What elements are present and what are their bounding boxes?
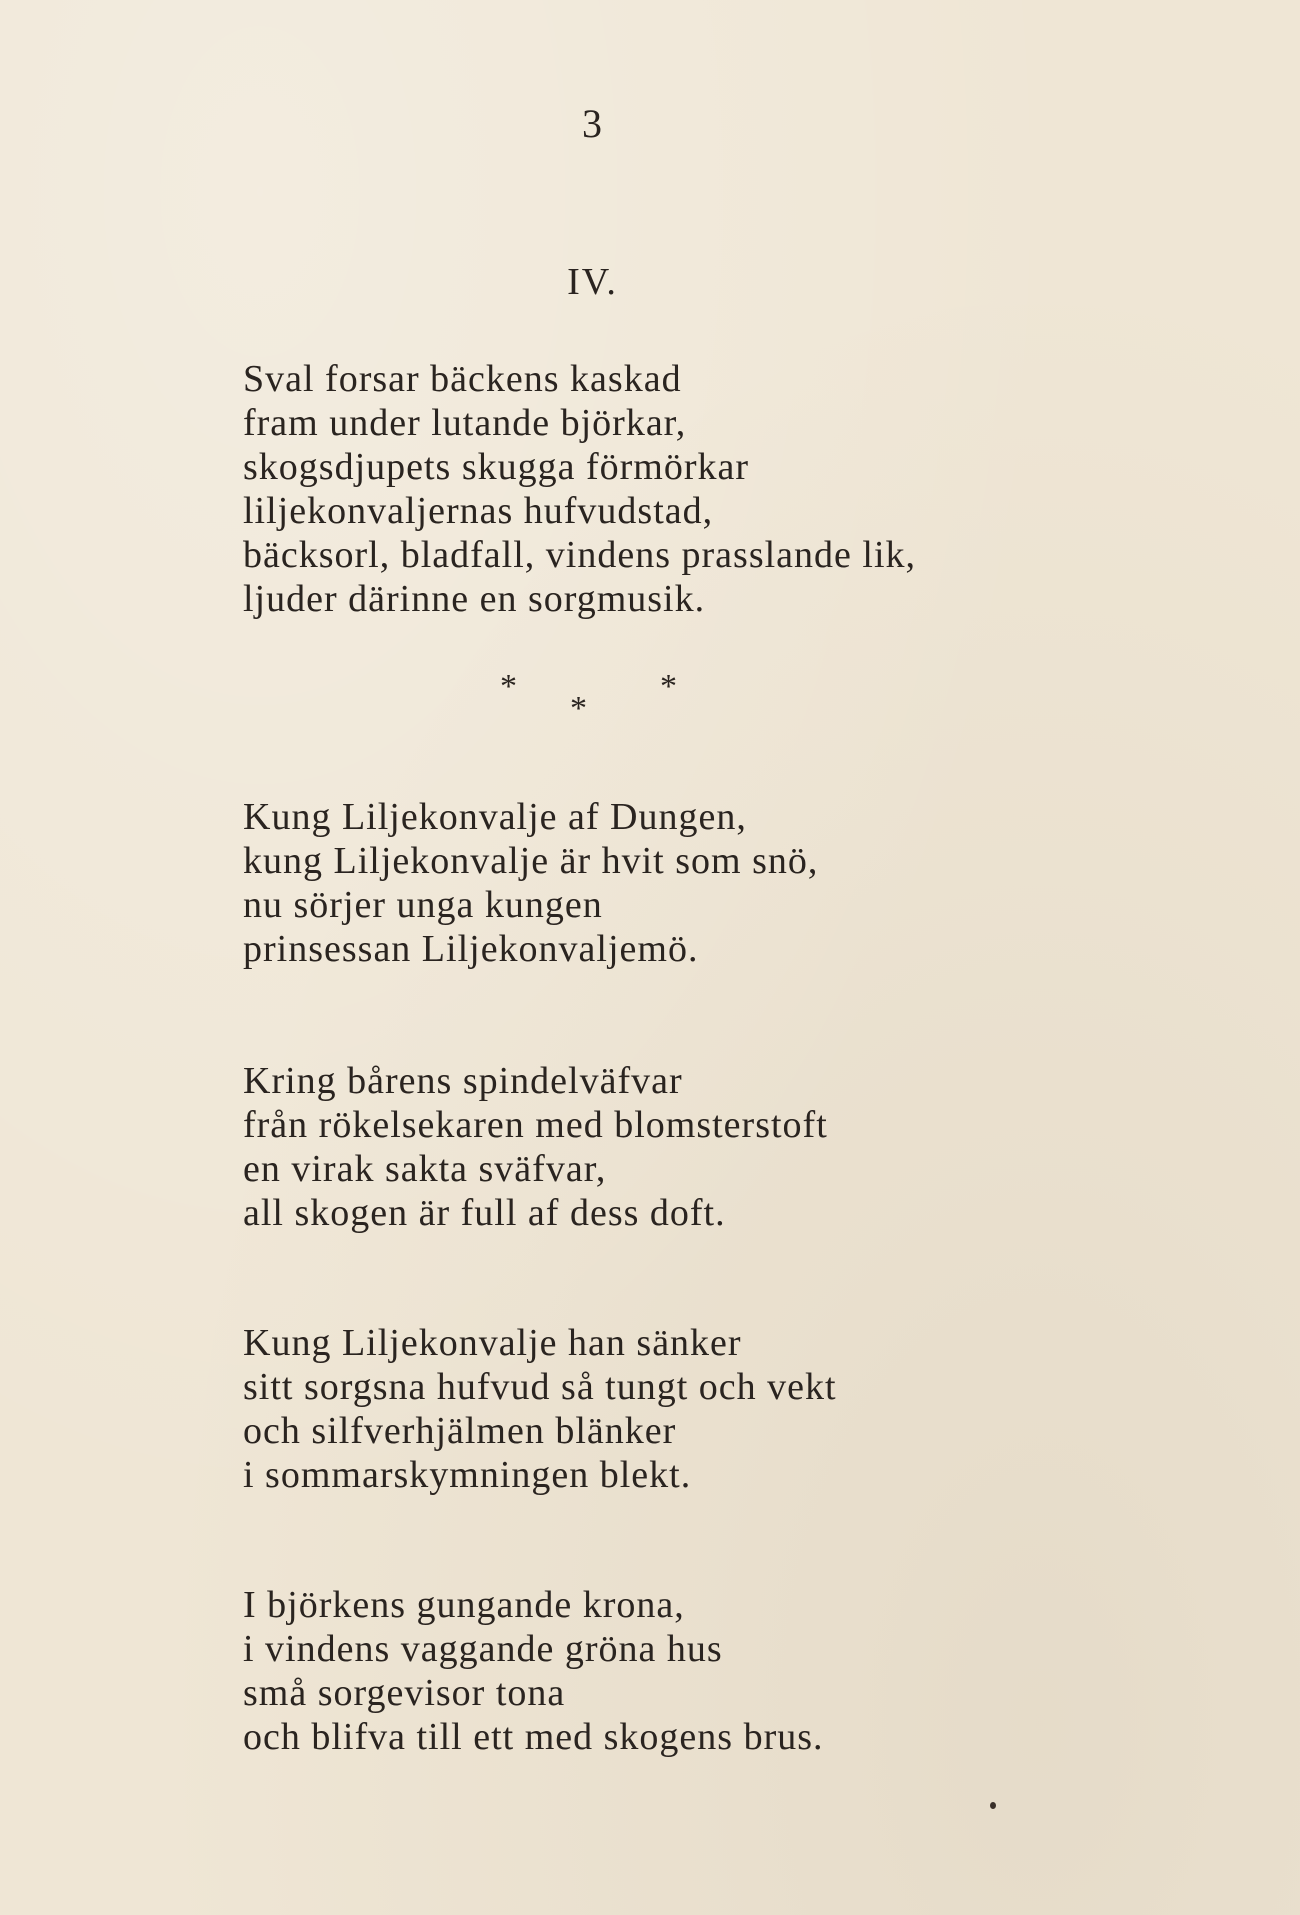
stanza-4	[243, 1321, 1243, 1497]
poem-line: och silfverhjälmen blänker	[243, 1410, 677, 1452]
poem-line: Kung Liljekonvalje af Dungen,	[243, 796, 747, 838]
asterism-star: *	[500, 668, 517, 705]
poem-line: skogsdjupets skugga förmörkar	[243, 446, 750, 488]
poem-line: prinsessan Liljekonvaljemö.	[243, 928, 699, 970]
poem-line: nu sörjer unga kungen	[243, 884, 603, 926]
asterism-star: *	[660, 668, 677, 705]
poem-line: Sval forsar bäckens kaskad	[243, 358, 682, 400]
asterism-divider	[480, 668, 700, 738]
poem-line: Kung Liljekonvalje han sänker	[243, 1322, 742, 1364]
poem-line: en virak sakta sväfvar,	[243, 1148, 607, 1190]
poem-line: kung Liljekonvalje är hvit som snö,	[243, 840, 819, 882]
ink-speck	[990, 1802, 996, 1809]
stanza-5	[243, 1583, 1243, 1759]
poem-line: I björkens gungande krona,	[243, 1584, 685, 1626]
poem-line: Kring bårens spindelväfvar	[243, 1060, 683, 1102]
stanza-3	[243, 1059, 1243, 1235]
poem-line: liljekonvaljernas hufvudstad,	[243, 490, 714, 532]
poem-line: sitt sorgsna hufvud så tungt och vekt	[243, 1366, 837, 1408]
poem-line: och blifva till ett med skogens brus.	[243, 1716, 824, 1758]
section-title: IV.	[567, 261, 618, 303]
stanza-2	[243, 795, 1243, 971]
page-number: 3	[582, 101, 603, 146]
poem-line: all skogen är full af dess doft.	[243, 1192, 726, 1234]
poem-line: från rökelsekaren med blomsterstoft	[243, 1104, 828, 1146]
poem-line: i sommarskymningen blekt.	[243, 1454, 692, 1496]
poem-line: fram under lutande björkar,	[243, 402, 687, 444]
poem-line: i vindens vaggande gröna hus	[243, 1628, 723, 1670]
poem-line: bäcksorl, bladfall, vindens prasslande lik,	[243, 534, 917, 576]
poem-line: ljuder därinne en sorgmusik.	[243, 578, 706, 620]
poem-line: små sorgevisor tona	[243, 1672, 566, 1714]
stanza-1	[243, 357, 1243, 621]
asterism-star: *	[570, 690, 587, 727]
